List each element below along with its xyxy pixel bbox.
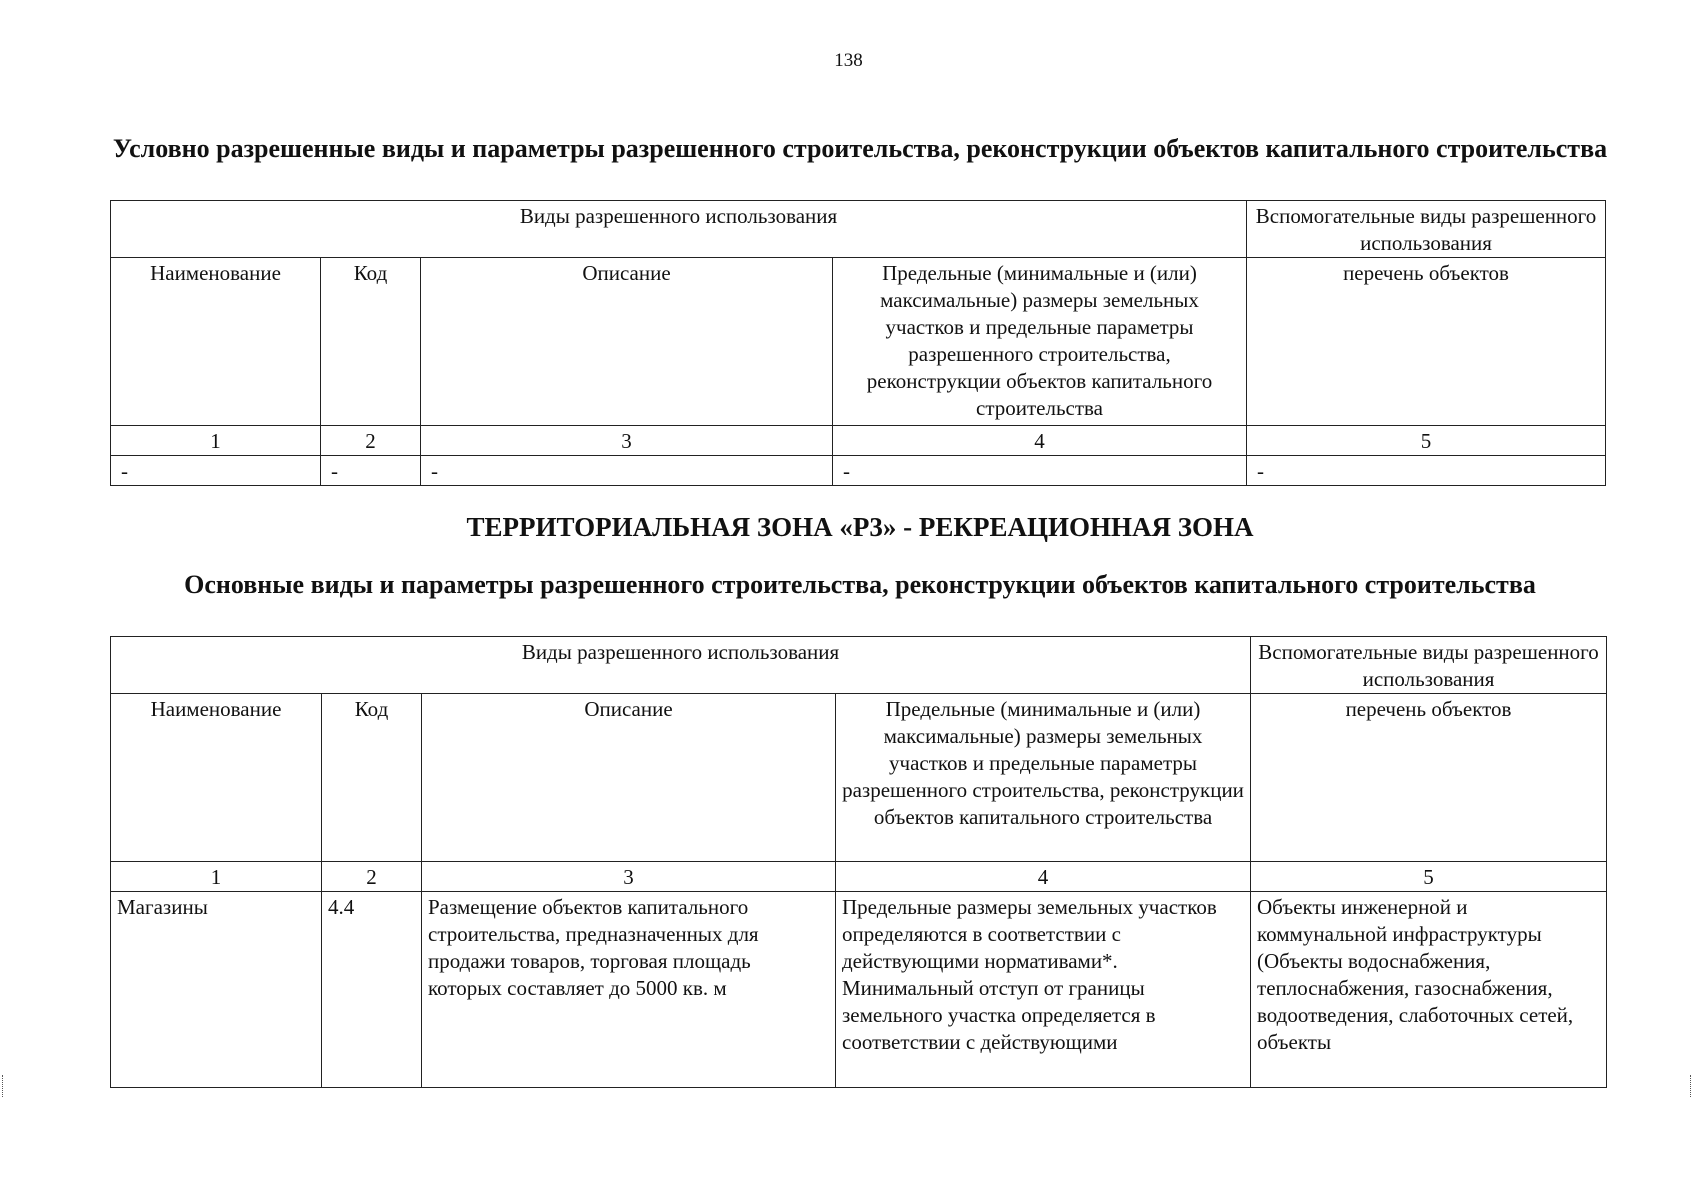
margin-mark-right — [1690, 1075, 1695, 1097]
column-number: 3 — [422, 862, 836, 892]
table-header-row — [111, 201, 1606, 258]
column-number: 5 — [1251, 862, 1607, 892]
header-main: Виды разрешенного использования — [111, 201, 1247, 258]
cell-name: Магазины — [111, 892, 322, 1088]
column-code: Код — [322, 694, 422, 862]
column-number: 2 — [321, 426, 421, 456]
margin-mark-left — [2, 1075, 7, 1097]
cell-code: 4.4 — [322, 892, 422, 1088]
column-limits: Предельные (минимальные и (или) максимальные) размеры земельных участков и предельные параметры разрешенного строительства, реконструкции объектов капитального строительства — [836, 694, 1251, 862]
conditional-uses-table — [110, 200, 1606, 486]
header-aux: Вспомогательные виды разрешенного использования — [1251, 637, 1607, 694]
table-columns-row — [111, 258, 1606, 426]
column-limits: Предельные (минимальные и (или) максимальные) размеры земельных участков и предельные параметры разрешенного строительства, реконструкции объектов капитального строительства — [833, 258, 1247, 426]
zone-title: ТЕРРИТОРИАЛЬНАЯ ЗОНА «Р3» - РЕКРЕАЦИОННАЯ ЗОНА — [466, 512, 1254, 542]
cell-code: - — [321, 456, 421, 486]
column-description: Описание — [422, 694, 836, 862]
column-number: 4 — [833, 426, 1247, 456]
column-number: 4 — [836, 862, 1251, 892]
column-number: 5 — [1247, 426, 1606, 456]
table-row — [111, 892, 1607, 1088]
table-columns-row — [111, 694, 1607, 862]
table-number-row — [111, 862, 1607, 892]
column-number: 1 — [111, 862, 322, 892]
table-row — [111, 456, 1606, 486]
section-title-conditional: Условно разрешенные виды и параметры разрешенного строительства, реконструкции объектов капитального строительства — [112, 134, 1608, 163]
cell-limits: - — [833, 456, 1247, 486]
cell-aux: - — [1247, 456, 1606, 486]
header-aux: Вспомогательные виды разрешенного использования — [1247, 201, 1606, 258]
main-uses-table — [110, 636, 1607, 1088]
column-name: Наименование — [111, 694, 322, 862]
column-code: Код — [321, 258, 421, 426]
cell-name: - — [111, 456, 321, 486]
cell-aux: Объекты инженерной и коммунальной инфраструктуры (Объекты водоснабжения, теплоснабжения, газоснабжения, водоотведения, слаботочных сетей, объекты — [1251, 892, 1607, 1088]
column-name: Наименование — [111, 258, 321, 426]
cell-description: Размещение объектов капитального строительства, предназначенных для продажи товаров, торговая площадь которых составляет до 5000 кв. м — [422, 892, 836, 1088]
page-number: 138 — [834, 50, 863, 71]
column-number: 3 — [421, 426, 833, 456]
column-number: 2 — [322, 862, 422, 892]
column-number: 1 — [111, 426, 321, 456]
column-aux-list: перечень объектов — [1247, 258, 1606, 426]
section-title-main: Основные виды и параметры разрешенного строительства, реконструкции объектов капитального строительства — [184, 570, 1536, 599]
column-description: Описание — [421, 258, 833, 426]
cell-description: - — [421, 456, 833, 486]
column-aux-list: перечень объектов — [1251, 694, 1607, 862]
header-main: Виды разрешенного использования — [111, 637, 1251, 694]
table-number-row — [111, 426, 1606, 456]
cell-limits: Предельные размеры земельных участков определяются в соответствии с действующими нормативами*. Минимальный отступ от границы земельного участка определяется в соответствии с действующими — [836, 892, 1251, 1088]
table-header-row — [111, 637, 1607, 694]
